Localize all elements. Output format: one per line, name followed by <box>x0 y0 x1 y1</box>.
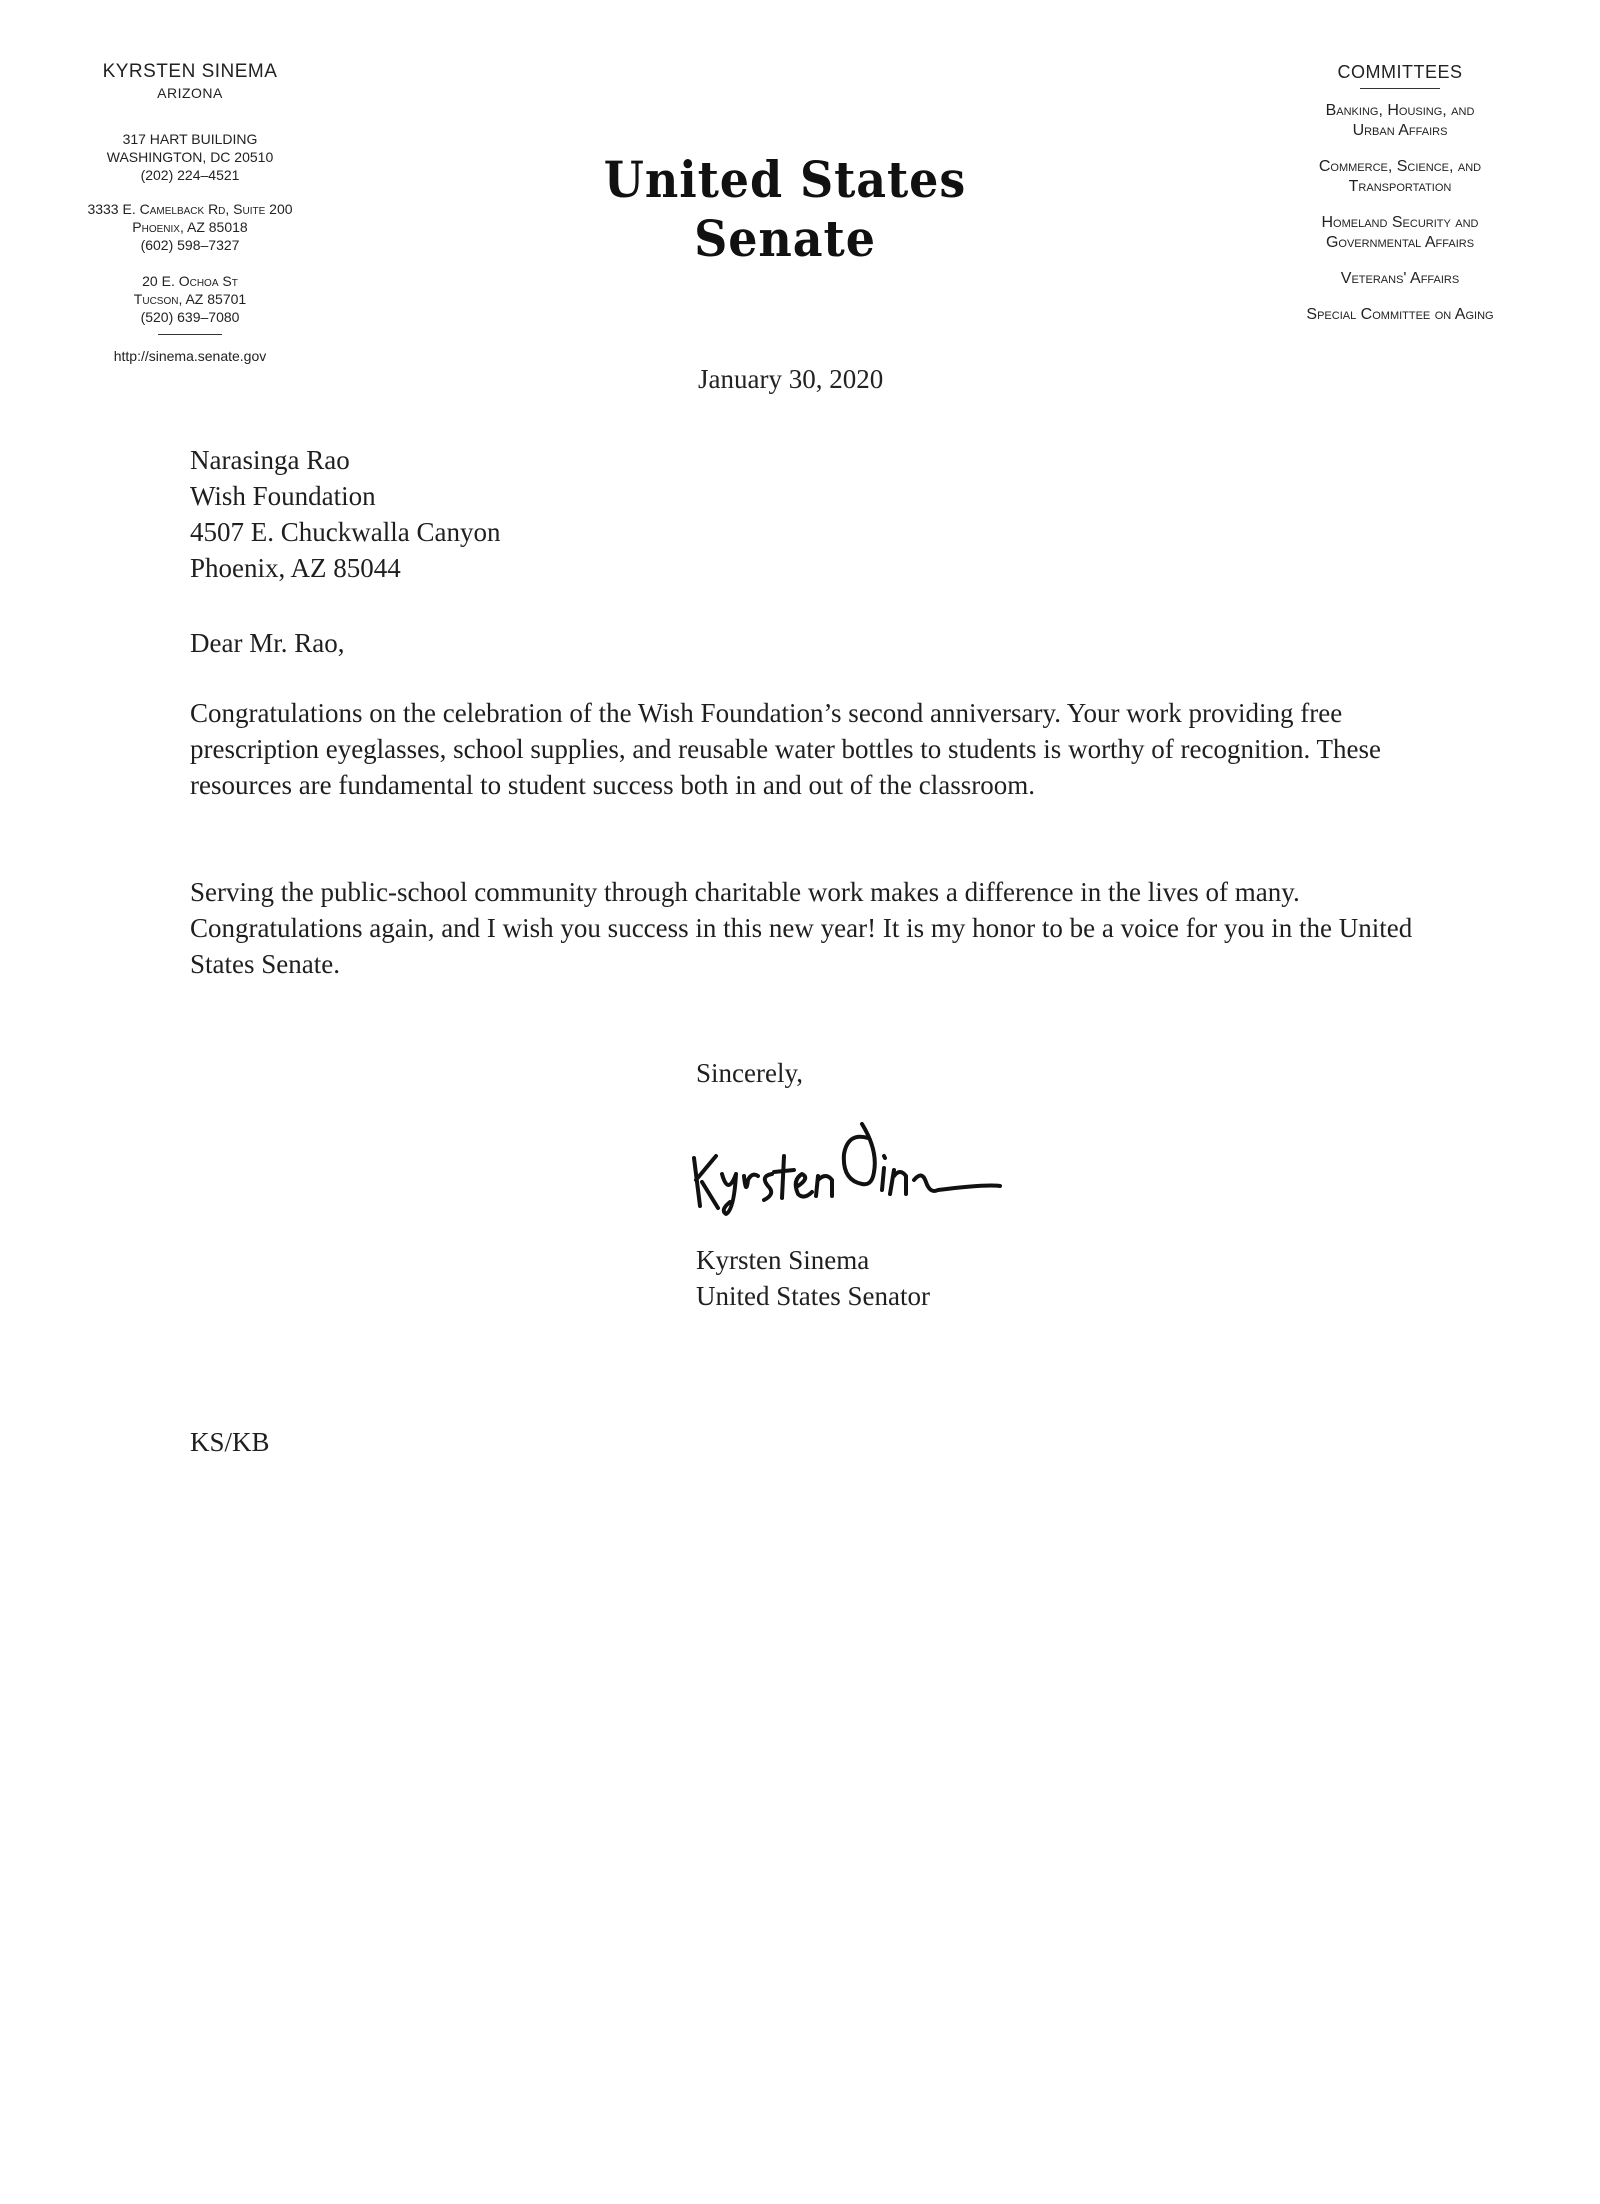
divider <box>158 334 222 335</box>
recipient-name: Narasinga Rao <box>190 445 350 475</box>
signer-title: United States Senator <box>696 1281 930 1311</box>
committee-aging: Special Committee on Aging <box>1306 306 1494 323</box>
recipient-address <box>190 442 500 586</box>
committees-heading: COMMITTEES <box>1337 62 1463 82</box>
letter-date: January 30, 2020 <box>698 364 884 394</box>
tucson-office-address: 20 E. Ochoa St Tucson, AZ 85701 (520) 639–7080 <box>133 273 247 325</box>
recipient-street: 4507 E. Chuckwalla Canyon <box>190 517 501 547</box>
website-link[interactable]: http://sinema.senate.gov <box>113 348 267 364</box>
signer-name: Kyrsten Sinema <box>696 1245 870 1275</box>
senator-name: KYRSTEN SINEMA <box>102 61 278 82</box>
committees-block <box>1250 62 1550 341</box>
committee-homeland-security: Homeland Security and Governmental Affairs <box>1321 214 1479 251</box>
body-paragraph: Serving the public-school community through charitable work makes a difference in the lives of many. Congratulations again, and I wish you success in this new year! It is my honor to be a voice for you in the United States Senate. <box>190 877 1413 979</box>
closing: Sincerely, <box>696 1058 803 1088</box>
recipient-city: Phoenix, AZ 85044 <box>190 553 401 583</box>
phoenix-office-address: 3333 E. Camelback Rd, Suite 200 Phoenix, AZ 85018 (602) 598–7327 <box>87 201 293 253</box>
committee-commerce: Commerce, Science, and Transportation <box>1318 158 1482 195</box>
committee-veterans: Veterans' Affairs <box>1340 270 1460 287</box>
reference-initials: KS/KB <box>190 1427 270 1457</box>
body-paragraph: Congratulations on the celebration of the Wish Foundation’s second anniversary. Your work providing free prescription eyeglasses, school supplies, and reusable water bottles to students is worthy of recognition. These resources are fundamental to student success both in and out of the classroom. <box>190 698 1381 800</box>
recipient-organization: Wish Foundation <box>190 481 376 511</box>
signer-block <box>696 1242 930 1314</box>
salutation: Dear Mr. Rao, <box>190 628 345 658</box>
dc-office-address: 317 HART BUILDING WASHINGTON, DC 20510 (202) 224–4521 <box>106 131 274 183</box>
handwritten-signature <box>686 1110 1006 1220</box>
committee-banking: Banking, Housing, and Urban Affairs <box>1325 102 1475 139</box>
divider <box>1360 88 1440 89</box>
senator-state: ARIZONA <box>157 85 223 101</box>
senate-letterhead-title: United States Senate <box>603 150 967 268</box>
letterhead-contact-block <box>80 60 300 365</box>
